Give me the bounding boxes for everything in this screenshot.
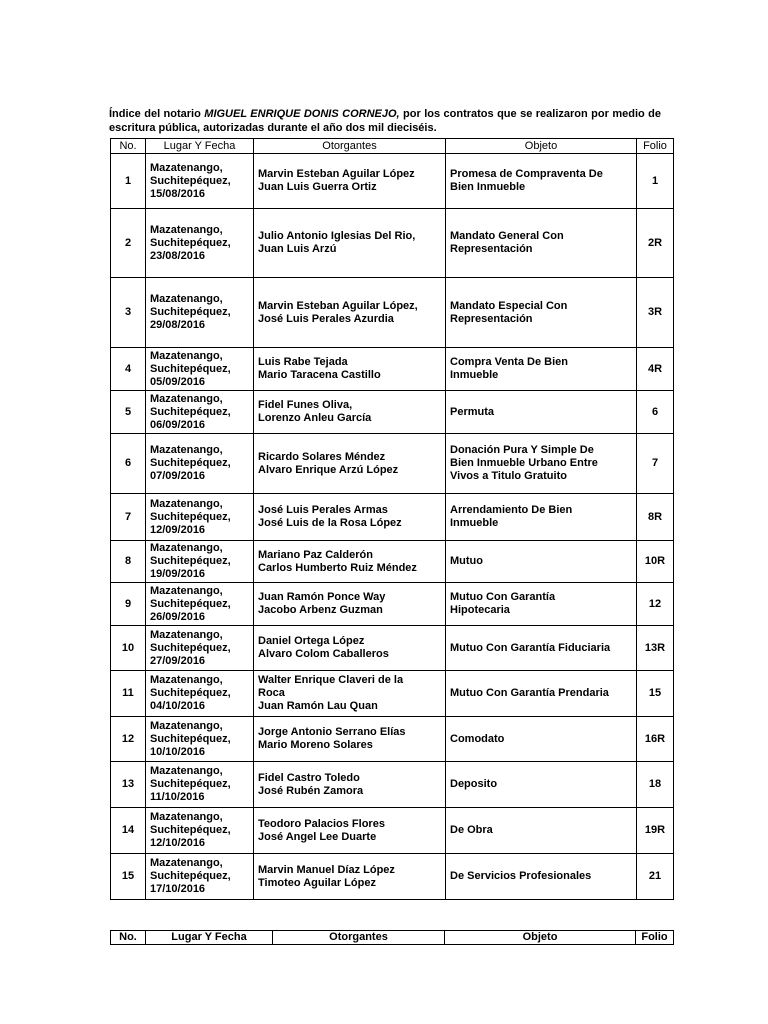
- row-otorgantes-line: Daniel Ortega López: [258, 635, 365, 647]
- row-otorgantes-line: Timoteo Aguilar López: [258, 876, 376, 889]
- row-lugar-fecha-line: 04/10/2016: [150, 700, 206, 712]
- row-otorgantes-line: Juan Luis Arzú: [258, 243, 337, 255]
- row-lugar-fecha-line: Mazatenango,: [150, 542, 223, 554]
- row-lugar-fecha-line: Mazatenango,: [150, 349, 223, 362]
- row-lugar-fecha-line: Suchitepéquez,: [150, 405, 231, 418]
- header-lugar: Lugar Y Fecha: [146, 139, 254, 154]
- row-lugar-fecha-line: Suchitepéquez,: [150, 555, 231, 567]
- row-otorgantes-line: Alvaro Enrique Arzú López: [258, 463, 399, 476]
- row-objeto: [446, 348, 637, 391]
- intro-suffix: por los contratos que se realizaron por medio de escritura pública, autorizadas durante el año dos mil dieciséis.: [109, 108, 661, 134]
- row-objeto-line: Promesa de Compraventa De: [450, 168, 603, 180]
- row-lugar-fecha-line: Suchitepéquez,: [150, 597, 231, 610]
- row-number: 6: [111, 434, 146, 494]
- table-row: [111, 434, 674, 494]
- row-lugar-fecha-line: 12/09/2016: [150, 523, 206, 536]
- row-lugar-fecha-line: Suchitepéquez,: [150, 687, 231, 699]
- row-lugar-fecha-line: Mazatenango,: [150, 674, 223, 686]
- row-otorgantes-line: Luis Rabe Tejada: [258, 356, 348, 368]
- row-number: 9: [111, 583, 146, 626]
- row-otorgantes-line: José Luis Perales Armas: [258, 504, 388, 516]
- row-otorgantes: [254, 671, 446, 717]
- row-folio: 12: [637, 583, 674, 626]
- row-objeto-line: Comodato: [450, 732, 505, 745]
- row-folio: 8R: [637, 494, 674, 541]
- row-lugar-fecha-line: Mazatenango,: [150, 584, 223, 597]
- row-otorgantes: [254, 541, 446, 583]
- row-lugar-fecha-line: Suchitepéquez,: [150, 870, 231, 882]
- row-objeto-line: Vivos a Titulo Gratuito: [450, 470, 567, 482]
- row-otorgantes: [254, 717, 446, 762]
- notary-name: MIGUEL ENRIQUE DONIS CORNEJO,: [204, 108, 400, 120]
- intro-paragraph: [109, 107, 661, 135]
- header-otorgantes: Otorgantes: [254, 139, 446, 154]
- row-lugar-fecha-line: 19/09/2016: [150, 568, 206, 580]
- row-objeto-line: Representación: [450, 243, 533, 255]
- row-lugar-fecha: [146, 671, 254, 717]
- row-folio: 4R: [637, 348, 674, 391]
- row-otorgantes: [254, 494, 446, 541]
- row-objeto-line: Mutuo Con Garantía: [450, 591, 556, 603]
- row-otorgantes: [254, 583, 446, 626]
- row-number: 10: [111, 626, 146, 671]
- row-lugar-fecha: [146, 762, 254, 808]
- row-lugar-fecha-line: 12/10/2016: [150, 837, 206, 849]
- row-otorgantes-line: Fidel Funes Oliva,: [258, 399, 353, 411]
- header-folio: Folio: [637, 139, 674, 154]
- row-otorgantes-line: Mario Moreno Solares: [258, 739, 373, 751]
- row-objeto-line: Compra Venta De Bien: [450, 356, 568, 368]
- row-lugar-fecha-line: Mazatenango,: [150, 223, 223, 236]
- row-otorgantes-line: Juan Ramón Lau Quan: [258, 700, 378, 712]
- row-lugar-fecha-line: Mazatenango,: [150, 811, 223, 823]
- row-lugar-fecha-line: Suchitepéquez,: [150, 362, 231, 375]
- row-lugar-fecha-line: Mazatenango,: [150, 628, 223, 641]
- row-objeto: [446, 808, 637, 854]
- row-lugar-fecha: [146, 541, 254, 583]
- row-objeto-line: Representación: [450, 312, 533, 325]
- row-objeto: [446, 717, 637, 762]
- row-lugar-fecha: [146, 154, 254, 209]
- row-lugar-fecha: [146, 717, 254, 762]
- row-otorgantes-line: Ricardo Solares Méndez: [258, 450, 386, 463]
- row-otorgantes-line: José Rubén Zamora: [258, 784, 364, 797]
- row-lugar-fecha-line: 10/10/2016: [150, 745, 206, 758]
- row-folio: 15: [637, 671, 674, 717]
- row-lugar-fecha-line: Mazatenango,: [150, 161, 223, 174]
- row-otorgantes: [254, 434, 446, 494]
- row-folio: 16R: [637, 717, 674, 762]
- header-row: [111, 139, 674, 154]
- table-row: [111, 494, 674, 541]
- row-otorgantes: [254, 348, 446, 391]
- row-otorgantes-line: Fidel Castro Toledo: [258, 771, 360, 784]
- row-lugar-fecha-line: Suchitepéquez,: [150, 174, 231, 187]
- row-lugar-fecha: [146, 391, 254, 434]
- header-objeto: Objeto: [446, 139, 637, 154]
- row-otorgantes: [254, 278, 446, 348]
- table-row: [111, 671, 674, 717]
- row-otorgantes-line: Juan Luis Guerra Ortiz: [258, 181, 377, 193]
- row-lugar-fecha-line: 15/08/2016: [150, 187, 206, 200]
- row-otorgantes: [254, 626, 446, 671]
- row-lugar-fecha-line: Mazatenango,: [150, 444, 223, 456]
- row-folio: 3R: [637, 278, 674, 348]
- row-objeto-line: Permuta: [450, 405, 495, 418]
- row-objeto-line: Mutuo Con Garantía Prendaria: [450, 687, 609, 699]
- row-folio: 1: [637, 154, 674, 209]
- row-otorgantes-line: Juan Ramón Ponce Way: [258, 591, 386, 603]
- table-body: [111, 154, 674, 900]
- row-objeto-line: Mutuo: [450, 555, 483, 567]
- table-row: [111, 391, 674, 434]
- row-folio: 18: [637, 762, 674, 808]
- row-lugar-fecha: [146, 209, 254, 278]
- row-otorgantes-line: Walter Enrique Claveri de la: [258, 674, 404, 686]
- row-number: 3: [111, 278, 146, 348]
- intro-prefix: Índice del notario: [109, 108, 205, 120]
- row-objeto: [446, 854, 637, 900]
- row-otorgantes: [254, 854, 446, 900]
- footer-no: No.: [111, 931, 146, 945]
- row-objeto: [446, 494, 637, 541]
- table-row: [111, 154, 674, 209]
- row-number: 12: [111, 717, 146, 762]
- row-lugar-fecha-line: 26/09/2016: [150, 610, 206, 623]
- row-otorgantes: [254, 808, 446, 854]
- row-lugar-fecha-line: Suchitepéquez,: [150, 236, 231, 249]
- row-otorgantes-line: José Angel Lee Duarte: [258, 830, 377, 843]
- row-otorgantes-line: Jorge Antonio Serrano Elías: [258, 726, 406, 738]
- table-row: [111, 541, 674, 583]
- row-lugar-fecha: [146, 434, 254, 494]
- row-otorgantes-line: Mariano Paz Calderón: [258, 548, 373, 561]
- row-objeto-line: Mandato Especial Con: [450, 299, 568, 312]
- row-objeto-line: De Servicios Profesionales: [450, 870, 592, 882]
- row-lugar-fecha: [146, 808, 254, 854]
- row-number: 2: [111, 209, 146, 278]
- row-lugar-fecha-line: 07/09/2016: [150, 470, 206, 482]
- row-objeto: [446, 209, 637, 278]
- row-otorgantes: [254, 209, 446, 278]
- row-lugar-fecha: [146, 854, 254, 900]
- row-lugar-fecha-line: 05/09/2016: [150, 375, 206, 388]
- row-otorgantes-line: José Luis de la Rosa López: [258, 517, 402, 529]
- row-otorgantes-line: Marvin Esteban Aguilar López: [258, 168, 415, 180]
- row-folio: 2R: [637, 209, 674, 278]
- row-objeto-line: Donación Pura Y Simple De: [450, 444, 594, 456]
- row-otorgantes: [254, 762, 446, 808]
- row-number: 4: [111, 348, 146, 391]
- row-otorgantes-line: Roca: [258, 687, 285, 699]
- registry-table: [110, 138, 674, 900]
- row-lugar-fecha-line: 27/09/2016: [150, 654, 206, 667]
- footer-table: [110, 930, 674, 945]
- row-number: 7: [111, 494, 146, 541]
- row-objeto-line: Mandato General Con: [450, 230, 564, 242]
- table-row: [111, 583, 674, 626]
- row-objeto: [446, 434, 637, 494]
- row-objeto: [446, 626, 637, 671]
- row-lugar-fecha-line: Suchitepéquez,: [150, 641, 231, 654]
- row-lugar-fecha-line: Mazatenango,: [150, 497, 223, 510]
- row-lugar-fecha-line: 29/08/2016: [150, 319, 206, 331]
- row-lugar-fecha-line: 11/10/2016: [150, 791, 205, 803]
- row-otorgantes-line: Teodoro Palacios Flores: [258, 817, 385, 830]
- row-objeto-line: De Obra: [450, 824, 493, 836]
- row-number: 15: [111, 854, 146, 900]
- row-objeto: [446, 278, 637, 348]
- row-objeto-line: Arrendamiento De Bien: [450, 504, 573, 516]
- row-number: 14: [111, 808, 146, 854]
- row-lugar-fecha-line: 06/09/2016: [150, 418, 206, 431]
- row-otorgantes-line: Marvin Manuel Díaz López: [258, 863, 395, 876]
- row-otorgantes-line: Jacobo Arbenz Guzman: [258, 604, 383, 616]
- row-otorgantes-line: Mario Taracena Castillo: [258, 369, 381, 381]
- row-lugar-fecha-line: Mazatenango,: [150, 392, 223, 405]
- row-lugar-fecha-line: Suchitepéquez,: [150, 510, 231, 523]
- table-row: [111, 808, 674, 854]
- row-objeto: [446, 154, 637, 209]
- row-lugar-fecha-line: Suchitepéquez,: [150, 457, 231, 469]
- row-folio: 6: [637, 391, 674, 434]
- row-lugar-fecha-line: Mazatenango,: [150, 293, 223, 305]
- row-number: 5: [111, 391, 146, 434]
- row-number: 8: [111, 541, 146, 583]
- row-objeto: [446, 671, 637, 717]
- row-lugar-fecha-line: Mazatenango,: [150, 857, 223, 869]
- row-lugar-fecha: [146, 348, 254, 391]
- row-objeto-line: Mutuo Con Garantía Fiduciaria: [450, 641, 611, 654]
- row-lugar-fecha-line: Suchitepéquez,: [150, 824, 231, 836]
- row-lugar-fecha: [146, 278, 254, 348]
- row-folio: 21: [637, 854, 674, 900]
- row-lugar-fecha-line: 17/10/2016: [150, 883, 206, 895]
- header-no: No.: [111, 139, 146, 154]
- row-otorgantes-line: Carlos Humberto Ruiz Méndez: [258, 561, 417, 574]
- row-otorgantes-line: Lorenzo Anleu García: [258, 412, 372, 424]
- row-lugar-fecha: [146, 494, 254, 541]
- row-otorgantes-line: José Luis Perales Azurdia: [258, 312, 394, 325]
- row-objeto: [446, 762, 637, 808]
- row-objeto-line: Bien Inmueble: [450, 181, 526, 193]
- table-row: [111, 278, 674, 348]
- row-otorgantes: [254, 391, 446, 434]
- table-row: [111, 762, 674, 808]
- row-objeto-line: Inmueble: [450, 517, 499, 529]
- row-folio: 7: [637, 434, 674, 494]
- table-row: [111, 209, 674, 278]
- row-lugar-fecha: [146, 626, 254, 671]
- footer-lugar: Lugar Y Fecha: [146, 931, 273, 945]
- footer-otorgantes: Otorgantes: [273, 931, 445, 945]
- row-lugar-fecha-line: Mazatenango,: [150, 719, 223, 732]
- footer-row: [111, 931, 674, 945]
- row-lugar-fecha-line: Mazatenango,: [150, 765, 223, 777]
- row-lugar-fecha-line: Suchitepéquez,: [150, 306, 231, 318]
- table-row: [111, 348, 674, 391]
- row-lugar-fecha-line: Suchitepéquez,: [150, 778, 231, 790]
- table-row: [111, 854, 674, 900]
- row-objeto-line: Bien Inmueble Urbano Entre: [450, 457, 598, 469]
- row-number: 1: [111, 154, 146, 209]
- row-objeto: [446, 583, 637, 626]
- row-otorgantes-line: Julio Antonio Iglesias Del Rio,: [258, 230, 416, 242]
- row-otorgantes: [254, 154, 446, 209]
- row-folio: 19R: [637, 808, 674, 854]
- row-lugar-fecha-line: 23/08/2016: [150, 249, 206, 262]
- row-objeto-line: Inmueble: [450, 369, 499, 381]
- row-folio: 13R: [637, 626, 674, 671]
- table-row: [111, 717, 674, 762]
- row-objeto-line: Hipotecaria: [450, 604, 510, 616]
- footer-objeto: Objeto: [445, 931, 636, 945]
- row-otorgantes-line: Alvaro Colom Caballeros: [258, 648, 389, 660]
- row-objeto-line: Deposito: [450, 778, 498, 790]
- footer-folio: Folio: [636, 931, 674, 945]
- table-row: [111, 626, 674, 671]
- row-number: 11: [111, 671, 146, 717]
- row-lugar-fecha-line: Suchitepéquez,: [150, 732, 231, 745]
- row-number: 13: [111, 762, 146, 808]
- row-objeto: [446, 391, 637, 434]
- row-folio: 10R: [637, 541, 674, 583]
- row-objeto: [446, 541, 637, 583]
- row-otorgantes-line: Marvin Esteban Aguilar López,: [258, 299, 418, 312]
- row-lugar-fecha: [146, 583, 254, 626]
